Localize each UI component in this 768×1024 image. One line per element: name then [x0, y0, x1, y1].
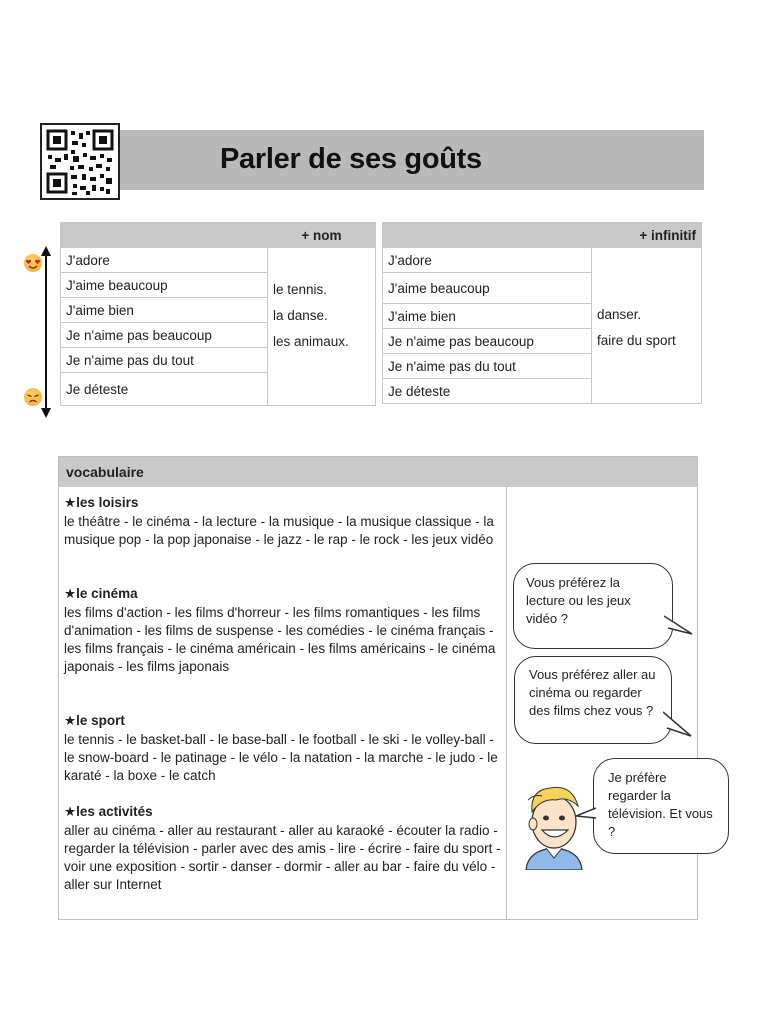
unhappy-emoji-icon — [24, 388, 42, 406]
star-icon: ★ — [64, 586, 77, 601]
vocab-section-cinema — [64, 585, 502, 676]
vocab-section-activites — [64, 803, 502, 894]
expression-cell: J'aime bien — [383, 304, 592, 329]
example-text: faire du sport — [597, 333, 676, 348]
section-text: le tennis - le basket-ball - le base-ball - le football - le ski - le volley-ball - le snow-board - le patinage - le vélo - la natation - la marche - le judo - le karaté - la boxe - le catch — [64, 732, 498, 783]
table-header-empty — [383, 223, 592, 248]
section-heading: ★les activités — [64, 804, 153, 819]
expression-cell: Je n'aime pas du tout — [61, 348, 268, 373]
expression-cell: Je déteste — [383, 379, 592, 404]
expression-cell: J'aime beaucoup — [383, 273, 592, 304]
speech-bubble: Vous préférez la lecture ou les jeux vidéo ? — [513, 563, 673, 649]
bubble-tail-icon — [664, 612, 694, 638]
expression-cell: J'aime bien — [61, 298, 268, 323]
vocabulary-title: vocabulaire — [66, 464, 144, 480]
star-icon: ★ — [64, 495, 77, 510]
vocab-section-loisirs — [64, 494, 502, 549]
example-text: le tennis. — [273, 282, 328, 297]
examples-cell — [268, 248, 376, 406]
expression-cell: J'adore — [61, 248, 268, 273]
table-row — [383, 248, 702, 273]
table-header-infinitif: + infinitif — [592, 223, 702, 248]
expression-cell: J'aime beaucoup — [61, 273, 268, 298]
section-heading: ★le sport — [64, 713, 125, 728]
table-infinitif — [382, 222, 702, 404]
star-icon: ★ — [64, 804, 77, 819]
star-icon: ★ — [64, 713, 77, 728]
bubble-tail-icon — [663, 708, 693, 738]
section-text: les films d'action - les films d'horreur - les films romantiques - les films d'animation - les films de suspense - les comédies - le cinéma français - les films français - le cinéma américain - les films américains - le cinéma japonais - les films japonais — [64, 605, 496, 674]
section-heading: ★les loisirs — [64, 495, 139, 510]
table-header-row — [61, 223, 376, 248]
table-row — [61, 248, 376, 273]
heart-eyes-emoji-icon — [24, 254, 42, 272]
page-title: Parler de ses goûts — [220, 143, 482, 175]
expression-cell: Je n'aime pas beaucoup — [383, 329, 592, 354]
section-text: le théâtre - le cinéma - la lecture - la musique - la musique classique - la musique pop - la pop japonaise - le jazz - le rap - le rock - les jeux vidéo — [64, 514, 494, 547]
example-text: la danse. — [273, 308, 328, 323]
expression-cell: Je déteste — [61, 373, 268, 406]
vocab-section-sport — [64, 712, 502, 785]
example-text: les animaux. — [273, 334, 349, 349]
examples-cell — [592, 248, 702, 404]
table-header-nom: + nom — [268, 223, 376, 248]
speech-bubble: Je préfère regarder la télévision. Et vous ? — [593, 758, 729, 854]
speech-bubble: Vous préférez aller au cinéma ou regarder des films chez vous ? — [514, 656, 672, 744]
section-heading: ★le cinéma — [64, 586, 138, 601]
expression-cell: Je n'aime pas beaucoup — [61, 323, 268, 348]
expression-cell: Je n'aime pas du tout — [383, 354, 592, 379]
example-text: danser. — [597, 307, 642, 322]
table-header-row — [383, 223, 702, 248]
section-text: aller au cinéma - aller au restaurant - aller au karaoké - écouter la radio - regarder la télévision - parler avec des amis - lire - écrire - faire du sport - voir une exposition - sortir - danser - dormir - aller au bar - faire du vélo - aller sur Internet — [64, 823, 501, 892]
vocabulary-header — [59, 457, 697, 487]
expression-cell: J'adore — [383, 248, 592, 273]
vocabulary-divider — [506, 487, 507, 920]
table-header-empty — [61, 223, 268, 248]
smiling-character-icon — [520, 778, 590, 870]
qr-code-icon — [40, 123, 120, 200]
table-nom — [60, 222, 376, 406]
